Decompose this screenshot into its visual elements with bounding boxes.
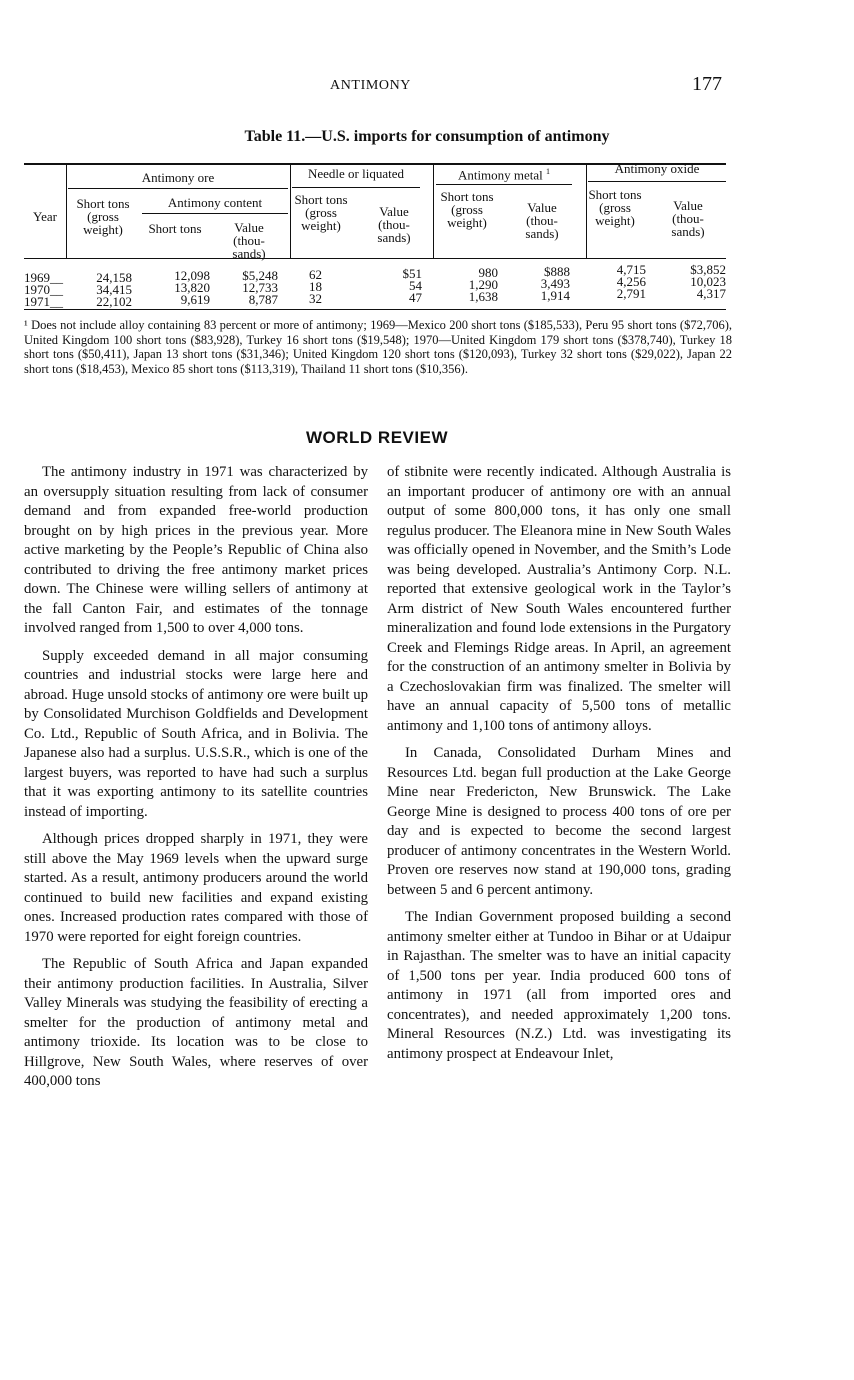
paragraph: Supply exceeded demand in all major consuming countries and industrial stocks were large here and abroad. Huge unsold stocks of antimony ore were built up by Consolidated Murchison Goldfields and Development Co. Ltd., Republic of South Africa, and in Bolivia. The Japanese also had a surplus. U.S.S.R., which is one of the largest buyers, was reported to have had such a surplus that it was exporting antimony to its satellite countries instead of importing. [24, 647, 368, 820]
table-cell: 32 [309, 291, 322, 306]
table-vrule [66, 164, 67, 258]
paragraph: of stibnite were recently indicated. Although Australia is an important producer of antimony ore with an annual output of some 800,000 tons, it has only one small regulus producer. The Eleanora mine in New South Wales was officially opened in November, and the Smith’s Lode was being developed. Australia’s Antimony Corp. N.L. reported that extensive geological work in the Taylor’s Arm district of New South Wales encountered further mineralization and found lode extensions in the Purgatory Creek and Flemings Ridge areas. In April, an agreement for the construction of an antimony smelter in Bolivia by a Czechoslovakian firm was finalized. The smelter will have an annual capacity of 5,500 tons of metallic antimony and 1,100 tons of antimony alloys. [387, 464, 731, 734]
table-cell: 4,715 [616, 262, 646, 277]
group-header-antimony-ore: Antimony ore [141, 170, 215, 185]
page-number: 177 [692, 73, 722, 95]
table-cell: 12,098 [174, 268, 210, 283]
table-cell: 4,256 [616, 274, 646, 289]
table-cell: $5,248 [242, 268, 278, 283]
table-cell: 62 [309, 267, 322, 282]
table-cell: 10,023 [690, 274, 726, 289]
table-vrule [433, 164, 434, 258]
header-bottom-rule [24, 258, 726, 259]
table-cell: 8,787 [248, 292, 278, 307]
table-cell: 1,914 [540, 288, 570, 303]
metal-group-rule [436, 184, 572, 185]
col-header-content-short-tons: Short tons [148, 221, 202, 236]
table-vrule [290, 164, 291, 258]
col-header-content-value: Value (thou- sands) [232, 220, 266, 261]
subgroup-header-antimony-content: Antimony content [167, 195, 263, 210]
col-header-ore-short-tons: Short tons (gross weight) [76, 196, 130, 237]
table-cell: 18 [309, 279, 322, 294]
col-header-year: Year [33, 209, 57, 224]
right-column [387, 463, 731, 1072]
table-cell: 980 [478, 265, 498, 280]
table-cell-year: 1971__ [24, 294, 63, 309]
paragraph: The Republic of South Africa and Japan expanded their antimony production facilities. In Australia, Silver Valley Minerals was studying the feasibility of erecting a smelter for the production of antimony metal and antimony trioxide. Its location was to be close to Hillgrove, New South Wales, where reserves of over 400,000 tons [24, 956, 368, 1089]
col-header-oxide-short-tons: Short tons (gross weight) [588, 187, 642, 228]
needle-group-rule [292, 187, 420, 188]
table-cell: $3,852 [690, 262, 726, 277]
section-heading: WORLD REVIEW [306, 428, 448, 447]
footnote-marker: 1 [546, 167, 551, 176]
table-cell: 12,733 [242, 280, 278, 295]
table-cell-year: 1969__ [24, 270, 63, 285]
table-cell: 9,619 [180, 292, 210, 307]
col-header-metal-value: Value (thou- sands) [525, 200, 559, 241]
paragraph: In Canada, Consolidated Durham Mines and Resources Ltd. began full production at the Lake George Mine near Fredericton, New Brunswick. The Lake George Mine is designed to process 400 tons of ore per day and is expected to become the second largest producer of antimony concentrates in the Western World. Proven ore reserves now stand at 190,000 tons, grading between 5 and 6 percent antimony. [387, 745, 731, 898]
running-head: ANTIMONY [330, 78, 412, 93]
table-title: Table 11.—U.S. imports for consumption of antimony [244, 128, 610, 145]
table-cell-year: 1970__ [24, 282, 63, 297]
ore-group-rule [68, 188, 288, 189]
table-cell: 4,317 [696, 286, 726, 301]
table-cell: 2,791 [616, 286, 646, 301]
table-cell: 54 [409, 278, 422, 293]
table-cell: 24,158 [96, 270, 132, 285]
table-cell: 1,638 [468, 289, 498, 304]
table-cell: 22,102 [96, 294, 132, 309]
paragraph: The antimony industry in 1971 was characterized by an oversupply situation resulting from lack of consumer demand and from expanded free-world production brought on by high prices in the previous year. More active marketing by the People’s Republic of China also contributed to driving the free antimony market prices down. The Chinese were willing sellers of antimony at the fall Canton Fair, and estimates of the tonnage involved ranged from 1,500 to over 4,000 tons. [24, 464, 368, 636]
antimony-metal-label: Antimony metal [457, 167, 543, 183]
col-header-needle-short-tons: Short tons (gross weight) [294, 192, 348, 233]
table-vrule [586, 164, 587, 258]
table-bottom-rule [24, 309, 726, 310]
paragraph: The Indian Government proposed building a second antimony smelter either at Tundoo in Bihar or at Udaipur in Rajasthan. The smelter was to have an initial capacity of 1,500 tons per year. India produced 600 tons of antimony in 1971 (all from imported ores and concentrates), and needed approximately 1,200 tons. Mineral Resources (N.Z.) Ltd. was investigating its antimony prospect at Endeavour Inlet, [387, 909, 731, 1062]
table-footnote: ¹ Does not include alloy containing 83 percent or more of antimony; 1969—Mexico 200 short tons ($185,533), Peru 95 short tons ($72,706), United Kingdom 100 short tons ($83,928), Turkey 16 short tons ($19,548); 1970—United Kingdom 179 short tons ($378,740), Turkey 18 short tons ($50,411), Japan 13 short tons ($31,346); United Kingdom 120 short tons ($120,093), Turkey 32 short tons ($29,022), Japan 22 short tons ($18,453), Mexico 85 short tons ($113,319), Thailand 11 short tons ($10,356). [24, 318, 732, 376]
group-header-antimony-oxide: Antimony oxide [614, 161, 700, 176]
left-column [24, 463, 368, 1100]
content-subgroup-rule [142, 213, 288, 214]
table-cell: 13,820 [174, 280, 210, 295]
col-header-oxide-value: Value (thou- sands) [671, 198, 705, 239]
table-cell: 47 [409, 290, 422, 305]
table-cell: 34,415 [96, 282, 132, 297]
group-header-needle: Needle or liquated [307, 166, 404, 181]
col-header-metal-short-tons: Short tons (gross weight) [440, 189, 494, 230]
col-header-needle-value: Value (thou- sands) [377, 204, 411, 245]
paragraph: Although prices dropped sharply in 1971, they were still above the May 1969 levels when the upward surge started. As a result, antimony producers around the world continued to build new facilities and expand existing ones. Increased production rates compared with those of 1970 were reported for eight foreign countries. [24, 831, 368, 945]
table-cell: 1,290 [468, 277, 498, 292]
oxide-group-rule [588, 181, 726, 182]
table-cell: $888 [544, 264, 570, 279]
table-cell: $51 [402, 266, 422, 281]
table-cell: 3,493 [540, 276, 570, 291]
group-header-antimony-metal [436, 165, 572, 181]
